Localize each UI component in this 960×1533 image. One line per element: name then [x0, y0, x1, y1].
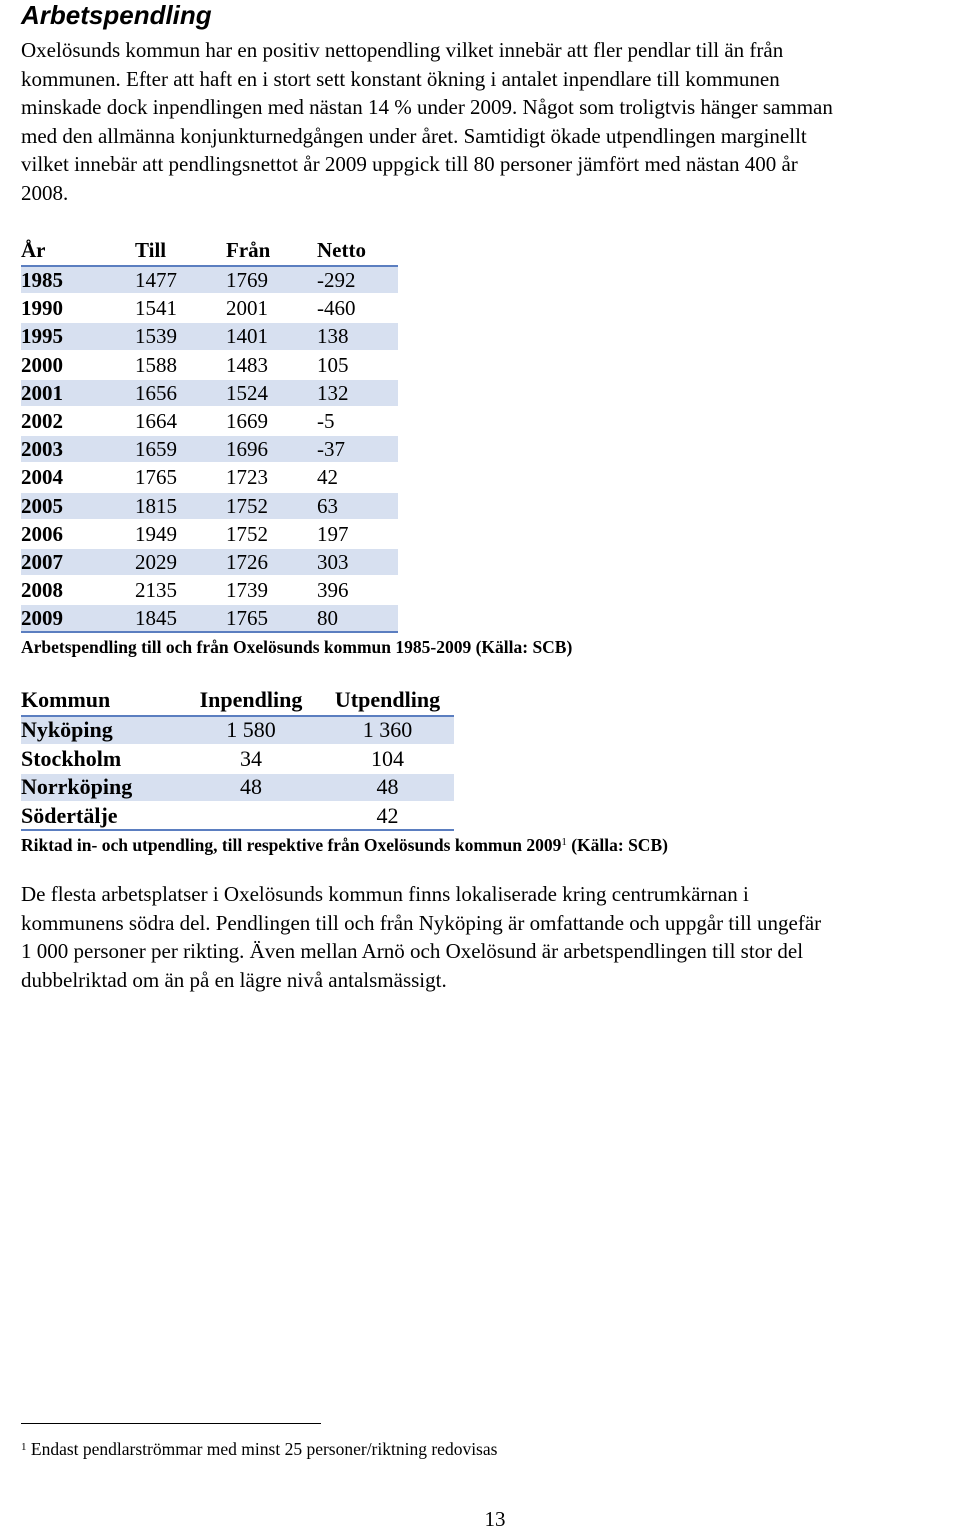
value-cell: 1524 — [226, 379, 317, 407]
value-cell: 1726 — [226, 548, 317, 576]
value-cell: 396 — [317, 576, 398, 604]
table-row — [21, 322, 398, 350]
value-cell: 2001 — [226, 294, 317, 322]
section-heading: Arbetspendling — [21, 0, 212, 30]
table-body — [21, 266, 398, 632]
value-cell: 1669 — [226, 407, 317, 435]
footnote-reference[interactable]: 1 — [561, 836, 567, 848]
value-cell: 1845 — [135, 604, 226, 632]
table-row — [21, 745, 454, 774]
value-cell: -460 — [317, 294, 398, 322]
year-cell: 2004 — [21, 463, 135, 491]
year-cell: 2006 — [21, 520, 135, 548]
value-cell: 1659 — [135, 435, 226, 463]
text-line: kommunens södra del. Pendlingen till och från Nyköping är omfattande och uppgår till ungefär — [21, 910, 822, 935]
value-cell: 1 580 — [181, 716, 321, 745]
value-cell: 34 — [181, 745, 321, 774]
value-cell: 104 — [321, 745, 454, 774]
year-cell: 2002 — [21, 407, 135, 435]
value-cell: 1752 — [226, 520, 317, 548]
value-cell: 1815 — [135, 492, 226, 520]
value-cell: 1765 — [226, 604, 317, 632]
table-row — [21, 266, 398, 294]
table-row — [21, 379, 398, 407]
value-cell: 42 — [317, 463, 398, 491]
value-cell: 1769 — [226, 266, 317, 294]
value-cell: 1588 — [135, 351, 226, 379]
value-cell: 132 — [317, 379, 398, 407]
text-line: Oxelösunds kommun har en positiv nettopendling vilket innebär att fler pendlar till än från — [21, 38, 784, 62]
table-row — [21, 548, 398, 576]
table-caption: Arbetspendling till och från Oxelösunds kommun 1985-2009 (Källa: SCB) — [21, 637, 573, 657]
value-cell: -292 — [317, 266, 398, 294]
municipality-cell: Södertälje — [21, 802, 181, 831]
value-cell: 303 — [317, 548, 398, 576]
municipality-cell: Nyköping — [21, 716, 181, 745]
year-cell: 1995 — [21, 322, 135, 350]
year-cell: 2005 — [21, 492, 135, 520]
table-row — [21, 520, 398, 548]
value-cell: 1723 — [226, 463, 317, 491]
column-header: Inpendling — [181, 684, 321, 716]
table-row — [21, 773, 454, 802]
footnote-text: Endast pendlarströmmar med minst 25 personer/riktning redovisas — [26, 1439, 498, 1459]
value-cell: 1 360 — [321, 716, 454, 745]
commuting-table — [21, 235, 398, 633]
table-header-row — [21, 235, 398, 266]
text-line: De flesta arbetsplatser i Oxelösunds kommun finns lokaliserade kring centrumkärnan i — [21, 882, 749, 906]
text-line: 2008. — [21, 180, 69, 205]
year-cell: 2009 — [21, 604, 135, 632]
table-row — [21, 716, 454, 745]
table-row — [21, 576, 398, 604]
value-cell: 1539 — [135, 322, 226, 350]
value-cell: 1752 — [226, 492, 317, 520]
value-cell: 138 — [317, 322, 398, 350]
year-cell: 2007 — [21, 548, 135, 576]
value-cell: 197 — [317, 520, 398, 548]
table-row — [21, 407, 398, 435]
footnote-marker: 1 — [21, 1441, 27, 1453]
table-row — [21, 351, 398, 379]
value-cell: -5 — [317, 407, 398, 435]
value-cell: 1739 — [226, 576, 317, 604]
footnote-divider — [21, 1423, 321, 1424]
intro-paragraph — [21, 36, 960, 207]
year-cell: 2000 — [21, 351, 135, 379]
value-cell: 2029 — [135, 548, 226, 576]
text-line: vilket innebär att pendlingsnettot år 2009 uppgick till 80 personer jämfört med nästan 400 år — [21, 152, 798, 176]
value-cell: 1765 — [135, 463, 226, 491]
column-header: År — [21, 235, 135, 266]
year-cell: 1990 — [21, 294, 135, 322]
value-cell: 80 — [317, 604, 398, 632]
table-row — [21, 463, 398, 491]
directional-commuting-table — [21, 684, 454, 831]
value-cell: 1483 — [226, 351, 317, 379]
table-row — [21, 604, 398, 632]
year-cell: 2008 — [21, 576, 135, 604]
column-header: Netto — [317, 235, 398, 266]
value-cell: 1401 — [226, 322, 317, 350]
body-paragraph — [21, 880, 960, 994]
table-caption — [21, 831, 668, 856]
value-cell: 42 — [321, 802, 454, 831]
text-line: med den allmänna konjunkturnedgången under året. Samtidigt ökade utpendlingen marginellt — [21, 123, 807, 148]
value-cell: 1664 — [135, 407, 226, 435]
value-cell: 1696 — [226, 435, 317, 463]
value-cell: 63 — [317, 492, 398, 520]
table-body — [21, 716, 454, 830]
caption-text: Riktad in- och utpendling, till respektive från Oxelösunds kommun 2009 — [21, 835, 562, 855]
value-cell: 1477 — [135, 266, 226, 294]
value-cell: 1541 — [135, 294, 226, 322]
caption-source: (Källa: SCB) — [566, 835, 668, 855]
year-cell: 2003 — [21, 435, 135, 463]
page-number: 13 — [484, 1507, 506, 1531]
year-cell: 2001 — [21, 379, 135, 407]
column-header: Till — [135, 235, 226, 266]
value-cell: 48 — [181, 773, 321, 802]
year-cell: 1985 — [21, 266, 135, 294]
value-cell: 1949 — [135, 520, 226, 548]
footnote — [21, 1436, 497, 1460]
value-cell — [181, 802, 321, 831]
value-cell: 1656 — [135, 379, 226, 407]
municipality-cell: Norrköping — [21, 773, 181, 802]
column-header: Utpendling — [321, 684, 454, 716]
table-row — [21, 492, 398, 520]
column-header: Från — [226, 235, 317, 266]
municipality-cell: Stockholm — [21, 745, 181, 774]
table-header-row — [21, 684, 454, 716]
value-cell: 105 — [317, 351, 398, 379]
value-cell: -37 — [317, 435, 398, 463]
column-header: Kommun — [21, 684, 181, 716]
table-row — [21, 802, 454, 831]
text-line: kommunen. Efter att haft en i stort sett konstant ökning i antalet inpendlare till kommunen — [21, 66, 780, 91]
table-row — [21, 435, 398, 463]
text-line: dubbelriktad om än på en lägre nivå antalsmässigt. — [21, 967, 447, 992]
value-cell: 2135 — [135, 576, 226, 604]
text-line: 1 000 personer per rikting. Även mellan Arnö och Oxelösund är arbetspendlingen till stor del — [21, 939, 804, 963]
text-line: minskade dock inpendlingen med nästan 14 % under 2009. Något som troligtvis hänger samman — [21, 95, 833, 119]
value-cell: 48 — [321, 773, 454, 802]
table-row — [21, 294, 398, 322]
